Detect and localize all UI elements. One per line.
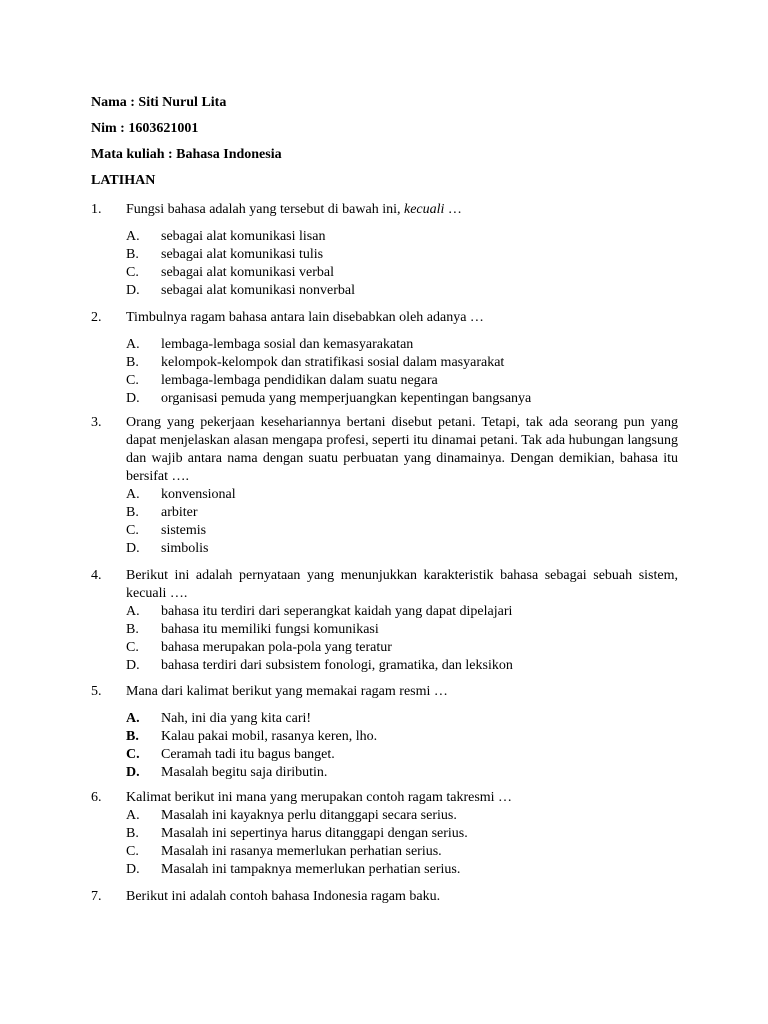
question-7 bbox=[91, 888, 678, 906]
option-d bbox=[126, 861, 678, 879]
option-text: sebagai alat komunikasi verbal bbox=[161, 265, 334, 280]
option-text: Masalah ini sepertinya harus ditanggapi dengan serius. bbox=[161, 826, 468, 841]
option-b bbox=[126, 246, 678, 264]
question-number: 3. bbox=[91, 415, 102, 430]
question-3 bbox=[91, 414, 678, 558]
option-text: Ceramah tadi itu bagus banget. bbox=[161, 747, 335, 762]
option-text: organisasi pemuda yang memperjuangkan kepentingan bangsanya bbox=[161, 391, 532, 406]
option-text: kelompok-kelompok dan stratifikasi sosial dalam masyarakat bbox=[161, 355, 505, 370]
option-letter: A. bbox=[126, 229, 140, 244]
question-2 bbox=[91, 309, 678, 408]
option-b bbox=[126, 354, 678, 372]
question-number: 1. bbox=[91, 202, 102, 217]
option-text: Masalah ini rasanya memerlukan perhatian serius. bbox=[161, 844, 442, 859]
option-letter: B. bbox=[126, 622, 139, 637]
question-number: 4. bbox=[91, 568, 102, 583]
option-text: Masalah ini kayaknya perlu ditanggapi secara serius. bbox=[161, 808, 457, 823]
option-letter: A. bbox=[126, 711, 140, 726]
option-letter: C. bbox=[126, 844, 139, 859]
option-letter: C. bbox=[126, 265, 139, 280]
question-number: 6. bbox=[91, 790, 102, 805]
question-number: 5. bbox=[91, 684, 102, 699]
question-text: Mana dari kalimat berikut yang memakai ragam resmi … bbox=[126, 684, 448, 699]
option-b bbox=[126, 621, 678, 639]
student-header bbox=[91, 94, 691, 190]
option-text: sebagai alat komunikasi tulis bbox=[161, 247, 324, 262]
question-number: 7. bbox=[91, 889, 102, 904]
question-text: Berikut ini adalah pernyataan yang menunjukkan karakteristik bahasa sebagai sebuah sistem, kecuali …. bbox=[126, 568, 678, 601]
option-text: sebagai alat komunikasi nonverbal bbox=[161, 283, 355, 298]
option-letter: B. bbox=[126, 505, 139, 520]
option-text: lembaga-lembaga sosial dan kemasyarakatan bbox=[161, 337, 414, 352]
option-letter: D. bbox=[126, 658, 140, 673]
question-6 bbox=[91, 789, 678, 879]
option-letter: A. bbox=[126, 808, 140, 823]
option-letter: D. bbox=[126, 765, 140, 780]
option-text: bahasa itu memiliki fungsi komunikasi bbox=[161, 622, 379, 637]
option-list bbox=[126, 228, 678, 300]
question-5 bbox=[91, 683, 678, 782]
option-text: Masalah ini tampaknya memerlukan perhatian serius. bbox=[161, 862, 461, 877]
option-letter: A. bbox=[126, 604, 140, 619]
option-list bbox=[126, 486, 678, 558]
question-1 bbox=[91, 201, 678, 300]
option-d bbox=[126, 764, 678, 782]
question-text-tail: … bbox=[444, 202, 462, 217]
question-number: 2. bbox=[91, 310, 102, 325]
option-list bbox=[126, 807, 678, 879]
option-text: arbiter bbox=[161, 505, 198, 520]
option-text: sistemis bbox=[161, 523, 207, 538]
option-letter: B. bbox=[126, 826, 139, 841]
option-list bbox=[126, 710, 678, 782]
option-c bbox=[126, 639, 678, 657]
option-c bbox=[126, 372, 678, 390]
option-letter: D. bbox=[126, 541, 140, 556]
option-letter: D. bbox=[126, 283, 140, 298]
option-letter: A. bbox=[126, 337, 140, 352]
question-text: Berikut ini adalah contoh bahasa Indonesia ragam baku. bbox=[126, 889, 441, 904]
option-text: lembaga-lembaga pendidikan dalam suatu negara bbox=[161, 373, 438, 388]
option-letter: B. bbox=[126, 729, 139, 744]
student-nim: Nim : 1603621001 bbox=[91, 121, 199, 136]
option-text: simbolis bbox=[161, 541, 209, 556]
option-letter: C. bbox=[126, 747, 140, 762]
question-4 bbox=[91, 567, 678, 675]
option-b bbox=[126, 825, 678, 843]
option-letter: B. bbox=[126, 247, 139, 262]
question-text-emphasis: kecuali bbox=[403, 202, 445, 217]
option-c bbox=[126, 522, 678, 540]
option-a bbox=[126, 336, 678, 354]
option-d bbox=[126, 657, 678, 675]
question-text: Timbulnya ragam bahasa antara lain disebabkan oleh adanya … bbox=[126, 310, 484, 325]
question-text-main: Fungsi bahasa adalah yang tersebut di bawah ini, bbox=[126, 202, 404, 217]
option-letter: C. bbox=[126, 373, 139, 388]
option-d bbox=[126, 390, 678, 408]
option-letter: C. bbox=[126, 523, 139, 538]
option-letter: B. bbox=[126, 355, 139, 370]
option-b bbox=[126, 728, 678, 746]
option-text: Nah, ini dia yang kita cari! bbox=[161, 711, 312, 726]
option-c bbox=[126, 843, 678, 861]
option-c bbox=[126, 746, 678, 764]
option-text: Kalau pakai mobil, rasanya keren, lho. bbox=[161, 729, 378, 744]
option-d bbox=[126, 282, 678, 300]
option-text: sebagai alat komunikasi lisan bbox=[161, 229, 326, 244]
question-text bbox=[126, 201, 678, 219]
option-a bbox=[126, 228, 678, 246]
option-b bbox=[126, 504, 678, 522]
option-letter: A. bbox=[126, 487, 140, 502]
option-text: bahasa terdiri dari subsistem fonologi, gramatika, dan leksikon bbox=[161, 658, 513, 673]
course-name: Mata kuliah : Bahasa Indonesia bbox=[91, 147, 282, 162]
option-letter: D. bbox=[126, 391, 140, 406]
option-a bbox=[126, 603, 678, 621]
option-d bbox=[126, 540, 678, 558]
option-letter: D. bbox=[126, 862, 140, 877]
option-a bbox=[126, 807, 678, 825]
option-list bbox=[126, 603, 678, 675]
option-letter: C. bbox=[126, 640, 139, 655]
option-text: konvensional bbox=[161, 487, 236, 502]
option-list bbox=[126, 336, 678, 408]
section-title: LATIHAN bbox=[91, 173, 156, 188]
question-text: Orang yang pekerjaan kesehariannya bertani disebut petani. Tetapi, tak ada seorang pun yang dapat menjelaskan alasan mengapa profesi, seperti itu dinamai petani. Tak ada hubungan langsung dan wajib antara nama dengan suatu perbuatan yang dinamainya. Dengan demikian, bahasa itu bersifat …. bbox=[126, 415, 678, 484]
option-a bbox=[126, 486, 678, 504]
option-c bbox=[126, 264, 678, 282]
option-text: bahasa itu terdiri dari seperangkat kaidah yang dapat dipelajari bbox=[161, 604, 513, 619]
student-name: Nama : Siti Nurul Lita bbox=[91, 95, 227, 110]
question-text: Kalimat berikut ini mana yang merupakan contoh ragam takresmi … bbox=[126, 790, 513, 805]
option-a bbox=[126, 710, 678, 728]
option-text: bahasa merupakan pola-pola yang teratur bbox=[161, 640, 392, 655]
option-text: Masalah begitu saja diributin. bbox=[161, 765, 328, 780]
